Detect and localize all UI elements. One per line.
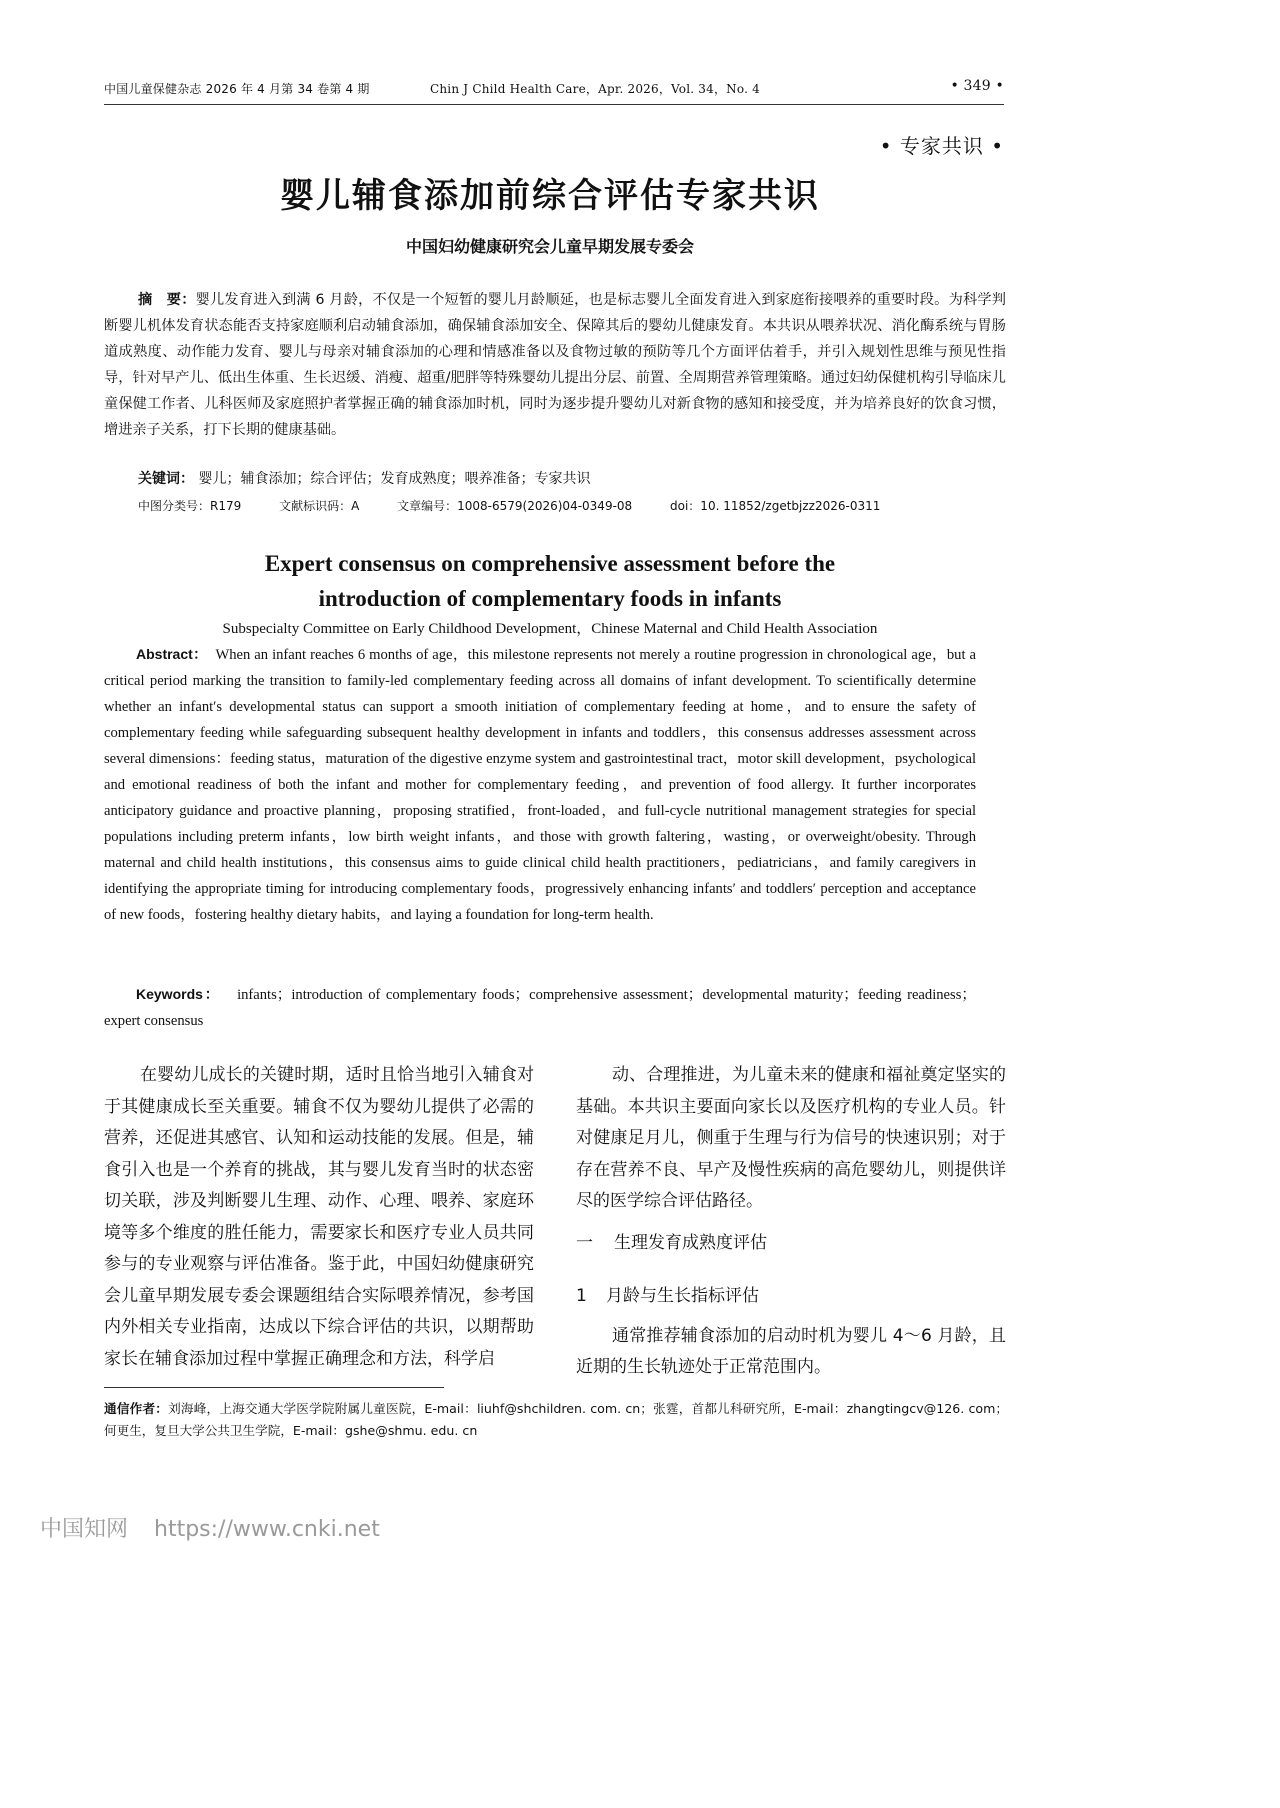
body-paragraph: 在婴幼儿成长的关键时期，适时且恰当地引入辅食对于其健康成长至关重要。辅食不仅为婴幼儿提供了必需的营养，还促进其感官、认知和运动技能的发展。但是，辅食引入也是一个养育的挑战，其与婴儿发育当时的状态密切关联，涉及判断婴儿生理、动作、心理、喂养、家庭环境等多个维度的胜任能力，需要家长和医疗专业人员共同参与的专业观察与评估准备。鉴于此，中国妇幼健康研究会儿童早期发展专委会课题组结合实际喂养情况，参考国内外相关专业指南，达成以下综合评估的共识，以期帮助家长在辅食添加过程中掌握正确理念和方法，科学启 xyxy=(104,1065,534,1369)
body-paragraph: 动、合理推进，为儿童未来的健康和福祉奠定坚实的基础。本共识主要面向家长以及医疗机构的专业人员。针对健康足月儿，侧重于生理与行为信号的快速识别；对于存在营养不良、早产及慢性疾病的高危婴幼儿，则提供详尽的医学综合评估路径。 xyxy=(576,1065,1006,1211)
paper-authors-en: Subspecialty Committee on Early Childhood Development，Chinese Maternal and Child Health Association xyxy=(222,621,878,637)
section-heading-1-1 xyxy=(576,1281,1006,1313)
abstract-en xyxy=(104,641,976,928)
section-number: 一 xyxy=(576,1232,593,1253)
article-number: 文章编号：1008-6579(2026)04-0349-08 xyxy=(397,499,633,513)
journal-name-cn: 中国儿童保健杂志 2026 年 4 月第 34 卷第 4 期 xyxy=(104,82,370,96)
paper-title-en xyxy=(0,546,1100,616)
cnki-watermark xyxy=(40,1512,380,1543)
body-column-left xyxy=(104,1060,534,1375)
footnote-rule xyxy=(104,1387,444,1388)
abstract-cn xyxy=(104,287,1006,443)
subsection-title: 月龄与生长指标评估 xyxy=(606,1286,759,1306)
body-paragraph: 通常推荐辅食添加的启动时机为婴儿 4～6 月龄，且近期的生长轨迹处于正常范围内。 xyxy=(576,1325,1006,1377)
subsection-number: 1 xyxy=(576,1286,587,1306)
keywords-cn xyxy=(138,468,590,488)
corresponding-authors-footnote xyxy=(104,1398,1008,1442)
keywords-en xyxy=(104,981,976,1034)
page-number: • 349 • xyxy=(950,78,1004,94)
paper-title: 婴儿辅食添加前综合评估专家共识 xyxy=(280,176,820,216)
document-code: 文献标识码：A xyxy=(279,499,360,513)
footnote-label: 通信作者： xyxy=(104,1401,169,1416)
paper-authors: 中国妇幼健康研究会儿童早期发展专委会 xyxy=(405,237,694,256)
doi: doi：10. 11852/zgetbjzz2026-0311 xyxy=(670,499,881,513)
keywords-en-label: Keywords： xyxy=(136,986,221,1002)
keywords-cn-text: 婴儿；辅食添加；综合评估；发育成熟度；喂养准备；专家共识 xyxy=(198,471,591,487)
section-title: 生理发育成熟度评估 xyxy=(614,1232,767,1253)
header-rule xyxy=(104,104,1004,105)
abstract-en-label: Abstract： xyxy=(136,646,208,662)
section-heading-1 xyxy=(576,1228,1006,1260)
clc-number: 中图分类号：R179 xyxy=(138,499,242,513)
classification-line xyxy=(138,497,1008,514)
abstract-cn-text: 婴儿发育进入到满 6 月龄，不仅是一个短暂的婴儿月龄顺延，也是标志婴儿全面发育进入到家庭衔接喂养的重要时段。为科学判断婴儿机体发育状态能否支持家庭顺利启动辅食添加，确保辅食添加安全、保障其后的婴幼儿健康发育。本共识从喂养状况、消化酶系统与胃肠道成熟度、动作能力发育、婴儿与母亲对辅食添加的心理和情感准备以及食物过敏的预防等几个方面评估着手，并引入规划性思维与预见性指导，针对早产儿、低出生体重、生长迟缓、消瘦、超重/肥胖等特殊婴幼儿提出分层、前置、全周期营养管理策略。通过妇幼保健机构引导临床儿童保健工作者、儿科医师及家庭照护者掌握正确的辅食添加时机，同时为逐步提升婴幼儿对新食物的感知和接受度，并为培养良好的饮食习惯，增进亲子关系，打下长期的健康基础。 xyxy=(104,292,1006,438)
keywords-cn-label: 关键词： xyxy=(138,471,194,487)
journal-name-en: Chin J Child Health Care，Apr. 2026，Vol. 34，No. 4 xyxy=(430,82,760,96)
body-column-right xyxy=(576,1060,1006,1384)
column-label: • 专家共识 • xyxy=(879,134,1004,158)
abstract-en-text: When an infant reaches 6 months of age，this milestone represents not merely a routine progression in chronological age，but a critical period marking the transition to family-led complementary feeding across all domains of infant development. To scientifically determine whether an infant′s developmental status can support a smooth initiation of complementary feeding at home，and to ensure the safety of complementary feeding while safeguarding subsequent healthy development in infants and toddlers，this consensus addresses assessment across several dimensions：feeding status，maturation of the digestive enzyme system and gastrointestinal tract，motor skill development，psychological and emotional readiness of both the infant and mother for complementary feeding，and prevention of food allergy. It further incorporates anticipatory guidance and proactive planning，proposing stratified，front-loaded，and full-cycle nutritional management strategies for special populations including preterm infants，low birth weight infants，and those with growth faltering，wasting，or overweight/obesity. Through maternal and child health institutions，this consensus aims to guide clinical child health practitioners，pediatricians，and family caregivers in identifying the appropriate timing for introducing complementary foods，progressively enhancing infants′ and toddlers′ perception and acceptance of new foods，fostering healthy dietary habits，and laying a foundation for long-term health. xyxy=(104,647,976,923)
paper-title-en-line2: introduction of complementary foods in infants xyxy=(318,586,782,611)
footnote-text: 刘海峰，上海交通大学医学院附属儿童医院，E-mail：liuhf@shchildren. com. cn；张霆，首都儿科研究所，E-mail：zhangtingcv@126. com；何更生，复旦大学公共卫生学院，E-mail：gshe@shmu. edu. cn xyxy=(104,1401,1009,1438)
watermark-url: https://www.cnki.net xyxy=(154,1517,380,1542)
keywords-en-text: infants；introduction of complementary foods；comprehensive assessment；developmental maturity；feeding readiness；expert consensus xyxy=(104,987,976,1029)
watermark-name: 中国知网 xyxy=(40,1517,129,1542)
paper-title-en-line1: Expert consensus on comprehensive assessment before the xyxy=(264,551,836,576)
abstract-cn-label: 摘 要： xyxy=(138,292,196,308)
